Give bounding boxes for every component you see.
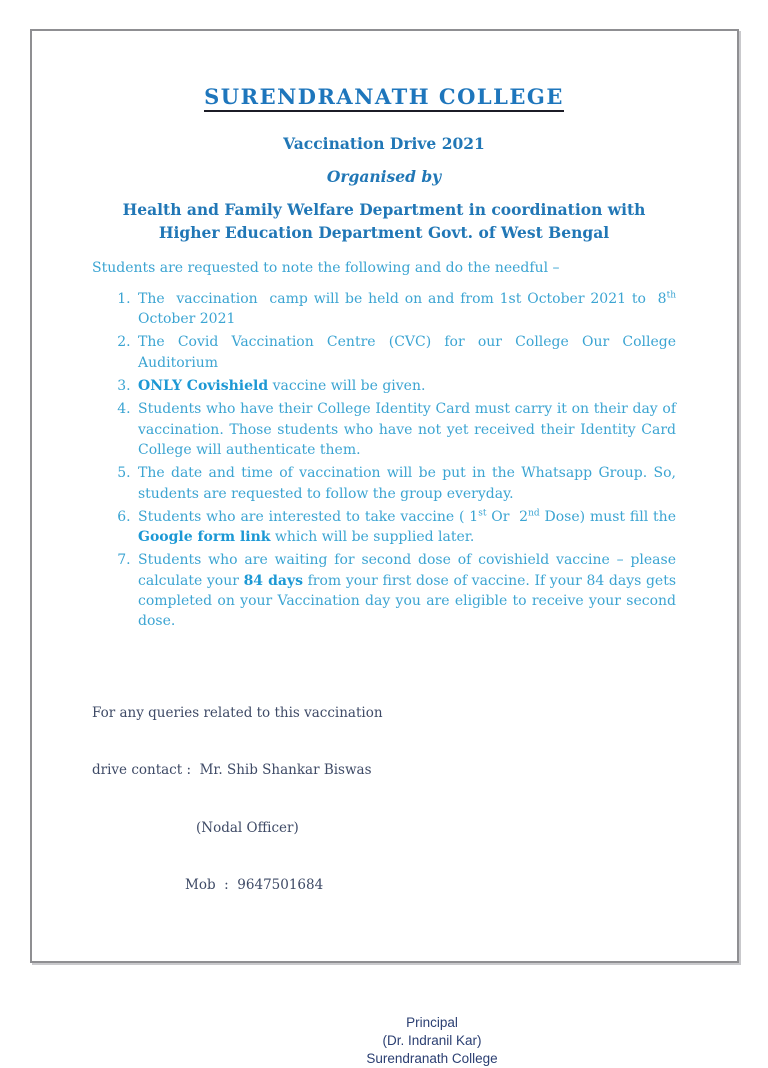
signature-institution: Surendranath College xyxy=(366,1051,498,1067)
list-item-second-dose: 7. Students who are waiting for second dose of covishield vaccine – please calculate your 84 days from your first dose of vaccine. If your 84 days gets completed on your Vaccination day you are eligible to receive your second dose. xyxy=(135,550,676,631)
department-line-2: Higher Education Department Govt. of West Bengal xyxy=(158,222,610,242)
organised-by-label: Organised by xyxy=(326,167,442,186)
contact-mobile-number: Mob : 9647501684 xyxy=(185,877,324,894)
contact-block xyxy=(92,666,676,934)
only-covishield-emphasis: ONLY Covishield xyxy=(138,378,269,395)
department-heading xyxy=(92,199,676,245)
list-item-whatsapp-group: 5. The date and time of vaccination will be put in the Whatsapp Group. So, students are requested to follow the group everyday. xyxy=(135,463,676,504)
google-form-link-emphasis: Google form link xyxy=(138,529,271,546)
list-item-cvc-venue: 2. The Covid Vaccination Centre (CVC) for our College Our College Auditorium xyxy=(135,332,676,373)
superscript-st: st xyxy=(478,508,487,519)
department-line-1: Health and Family Welfare Department in coordination with xyxy=(122,200,646,219)
contact-line-1: For any queries related to this vaccination xyxy=(92,704,383,721)
notice-content xyxy=(92,84,681,1068)
list-item-google-form: 6. Students who are interested to take vaccine ( 1st Or 2nd Dose) must fill the Google form link which will be supplied later. xyxy=(135,507,676,548)
eighty-four-days-emphasis: 84 days xyxy=(243,572,303,589)
superscript-nd: nd xyxy=(528,508,540,519)
college-title-text: SURENDRANATH COLLEGE xyxy=(204,84,564,112)
drive-subtitle: Vaccination Drive 2021 xyxy=(283,134,485,153)
superscript-th: th xyxy=(666,290,676,301)
list-item-identity-card: 4. Students who have their College Identity Card must carry it on their day of vaccination. Those students who have not yet received their Identity Card College will authenticate them. xyxy=(135,399,676,460)
contact-line-2: drive contact : Mr. Shib Shankar Biswas xyxy=(92,762,372,779)
signature-designation: Principal xyxy=(406,1014,458,1030)
instructions-list xyxy=(92,289,681,632)
contact-nodal-officer: (Nodal Officer) xyxy=(196,819,299,836)
intro-line: Students are requested to note the following and do the needful – xyxy=(92,259,560,276)
list-item-vaccine-type: 3. ONLY Covishield vaccine will be given. xyxy=(135,376,676,396)
signature-name: (Dr. Indranil Kar) xyxy=(382,1033,482,1049)
list-item-camp-dates: 1. The vaccination camp will be held on and from 1st October 2021 to 8th October 2021 xyxy=(135,289,676,330)
college-title xyxy=(92,84,676,109)
signature-block xyxy=(322,1014,542,1068)
